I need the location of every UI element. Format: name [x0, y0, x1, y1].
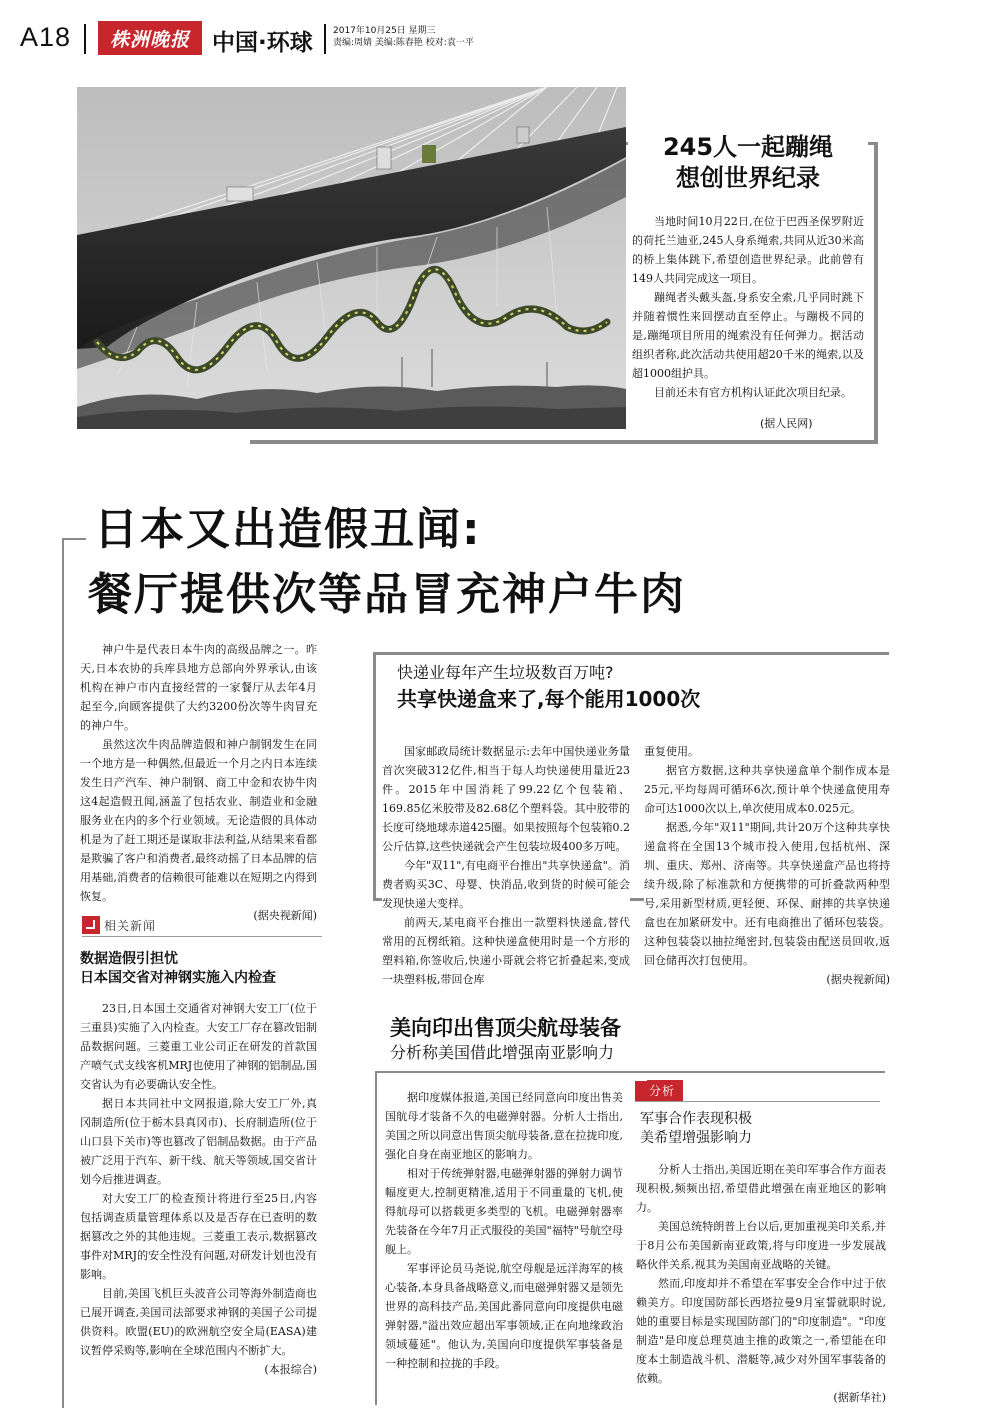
- related-article: [80, 999, 317, 1379]
- analysis-source: (据新华社): [833, 1391, 886, 1404]
- carrier-subtitle: 分析称美国借此增强南亚影响力: [390, 1043, 615, 1062]
- dateline: [333, 25, 533, 49]
- carrier-paragraph-1: 据印度媒体报道,美国已经同意向印度出售美国航母才装备不久的电磁弹射器。分析人士指出,美国之所以同意出售顶尖航母装备,意在拉拢印度,强化自身在南亚地区的影响力。: [385, 1091, 623, 1161]
- express-paragraph-2: 今年"双11",有电商平台推出"共享快递盒"。消费者购买3C、母婴、快消品,收到货的时候可能会发现快递大变样。: [382, 859, 630, 910]
- related-news-tag: [82, 916, 156, 934]
- masthead-divider: [84, 24, 86, 54]
- bridge-bungee-photo: [77, 87, 626, 429]
- bungee-title-line2: 想创世界纪录: [676, 164, 820, 192]
- related-title-line1: 数据造假引担忧: [80, 951, 178, 967]
- express-column-2: [644, 742, 890, 989]
- analysis-article: [636, 1160, 886, 1407]
- analysis-tag: [635, 1080, 683, 1101]
- date-text: 2017年10月25日 星期三: [333, 26, 436, 36]
- analysis-paragraph-2: 美国总统特朗普上台以后,更加重视美印关系,并于8月公布美国新南亚政策,将与印度进一步发展战略伙伴关系,视其为美国南亚战略的关键。: [636, 1220, 886, 1271]
- carrier-title: 美向印出售顶尖航母装备: [390, 1016, 621, 1040]
- masthead-divider-2: [324, 24, 326, 54]
- express-paragraph-5: 据悉,今年"双11"期间,共计20万个这种共享快递盒将在全国13个城市投入使用,包括杭州、深圳、重庆、郑州、济南等。共享快递盒产品也将持续升级,除了标准款和方便携带的可折叠款两种型号,采用新型材质,更轻便、环保、耐摔的共享快递盒也在加紧研发中。还有电商推出了循环包装袋。这种包装袋以抽拉绳密封,包装袋由配送员回收,返回仓储再次打包使用。: [644, 821, 890, 967]
- analysis-label: 分析: [647, 1080, 683, 1101]
- kobe-paragraph-1: 神户牛是代表日本牛肉的高级品牌之一。昨天,日本农协的兵库县地方总部向外界承认,由该机构在神户市内直接经营的一家餐厅从去年4月起至今,向顾客提供了大约3200份次等牛肉冒充的神户牛。: [80, 643, 317, 732]
- carrier-article: [385, 1088, 623, 1373]
- analysis-title-line1: 军事合作表现积极: [640, 1111, 752, 1127]
- bungee-paragraph-3: 目前还未有官方机构认证此次项目纪录。: [654, 386, 852, 399]
- express-source: (据央视新闻): [826, 973, 890, 986]
- analysis-paragraph-3: 然而,印度却并不希望在军事安全合作中过于依赖美方。印度国防部长西塔拉曼9月室誓就职时说,她的重要目标是实现国防部门的"印度制造"。"印度制造"是印度总理莫迪主推的政策之一,希望能在印度本土制造战斗机、潜艇等,减少对外国军事装备的依赖。: [636, 1277, 886, 1385]
- related-paragraph-3: 对大安工厂的检查预计将进行至25日,内容包括调查质量管理体系以及是否存在已查明的数据篡改之外的其他违规。三菱重工表示,数据篡改事件对MRJ的安全性没有问题,对研发计划也没有影响。: [80, 1192, 317, 1281]
- page-number: A18: [20, 22, 72, 52]
- express-subtitle: 快递业每年产生垃圾数百万吨?: [393, 660, 618, 683]
- analysis-paragraph-1: 分析人士指出,美国近期在美印军事合作方面表现积极,频频出招,希望借此增强在南亚地区的影响力。: [636, 1163, 886, 1214]
- main-headline-line1: 日本又出造假丑闻:: [94, 504, 482, 555]
- bungee-paragraph-1: 当地时间10月22日,在位于巴西圣保罗附近的荷托兰迪亚,245人身系绳索,共同从近30米高的桥上集体跳下,希望创造世界纪录。此前曾有149人共同完成这一项目。: [632, 215, 864, 285]
- express-frame-left: [373, 652, 376, 901]
- express-continuation: 重复使用。: [644, 745, 699, 758]
- express-paragraph-1: 国家邮政局统计数据显示:去年中国快递业务量首次突破312亿件,相当于每人均快递使用量近23件。2015年中国消耗了99.22亿个包装箱、169.85亿米胶带及82.68亿个塑料袋。其中胶带的长度可绕地球赤道425圈。如果按照每个包装箱0.2公斤估算,这些快递就会产生包装垃圾400多万吨。: [382, 745, 630, 853]
- photo-illustration: [77, 87, 626, 429]
- express-paragraph-3: 前两天,某电商平台推出一款塑料快递盒,替代常用的瓦楞纸箱。这种快递盒使用时是一个方形的塑料箱,你签收后,快递小哥就会将它折叠起来,变成一块塑料板,带回仓库: [382, 916, 630, 986]
- bungee-source: (据人民网): [760, 417, 813, 430]
- bungee-paragraph-2: 蹦绳者头戴头盔,身系安全索,几乎同时跳下并随着惯性来回摆动直至停止。与蹦极不同的是,蹦绳项目所用的绳索没有任何弹力。据活动组织者称,此次活动共使用超20千米的绳索,以及超1000组护具。: [632, 291, 864, 380]
- headline-frame-left: [62, 538, 64, 1408]
- express-paragraph-4: 据官方数据,这种共享快递盒单个制作成本是25元,平均每周可循环6次,预计单个快递盒使用寿命可达1000次以上,单次使用成本0.025元。: [644, 764, 890, 815]
- bungee-title-line1: 245人一起蹦绳: [662, 133, 834, 161]
- kobe-paragraph-2: 虽然这次牛肉品牌造假和神户制钢发生在同一个地方是一种偶然,但最近一个月之内日本连续发生日产汽车、神户制钢、商工中金和农协牛肉这4起造假丑闻,涵盖了包括农业、制造业和金融服务业在内的多个行业领域。无论造假的具体动机是为了赶工期还是谋取非法利益,从结果来看都是欺骗了客户和消费者,最终动摇了日本品牌的信用基础,消费者的信赖很可能难以在短期之内得到恢复。: [80, 738, 317, 903]
- related-title-line2: 日本国交省对神钢实施入内检查: [80, 970, 276, 986]
- express-frame-top: [373, 652, 889, 655]
- tag-marker-icon: [635, 1081, 647, 1101]
- related-source: (本报综合): [264, 1363, 317, 1376]
- related-news-label: 相关新闻: [104, 918, 157, 933]
- carrier-paragraph-3: 军事评论员马尧说,航空母舰是远洋海军的核心装备,本身具备战略意义,而电磁弹射器又是领先世界的高科技产品,美国此番同意向印度提供电磁弹射器,"溢出效应超出军事领域,正在向地缘政治领域蔓延"。他认为,美国向印度提供军事装备是一种控制和拉拢的手段。: [385, 1262, 623, 1370]
- related-paragraph-4: 目前,美国飞机巨头波音公司等海外制造商也已展开调查,美国司法部要求神钢的美国子公司提供资料。欧盟(EU)的欧洲航空安全局(EASA)建议暂停采购等,影响在全球范围内不断扩大。: [80, 1287, 317, 1357]
- carrier-frame-left: [375, 1071, 377, 1405]
- carrier-frame-top: [375, 1071, 885, 1073]
- kobe-article: [80, 640, 317, 925]
- express-title: 共享快递盒来了,每个能用1000次: [393, 683, 704, 712]
- main-headline-line2: 餐厅提供次等品冒充神户牛肉: [88, 569, 686, 620]
- bungee-title: [628, 130, 868, 196]
- carrier-paragraph-2: 相对于传统弹射器,电磁弹射器的弹射力调节幅度更大,控制更精准,适用于不同重量的飞机,使得航母可以搭载更多类型的飞机。电磁弹射器率先装备在今年7月正式服役的美国"福特"号航空母舰上。: [385, 1167, 623, 1256]
- arrow-icon: [82, 916, 100, 934]
- analysis-divider: [635, 1101, 880, 1102]
- related-paragraph-1: 23日,日本国土交通省对神钢大安工厂(位于三重县)实施了入内检查。大安工厂存在篡改铝制品数据问题。三菱重工业公司正在研发的首款国产喷气式支线客机MRJ也使用了神钢的铝制品,国交省认为有必要确认安全性。: [80, 1002, 317, 1091]
- newspaper-logo: 株洲晚报: [98, 21, 202, 55]
- headline-frame-top: [62, 538, 86, 540]
- analysis-title-line2: 美希望增强影响力: [640, 1130, 752, 1146]
- bungee-body: [632, 212, 864, 402]
- section-title: 中国·环球: [212, 30, 313, 56]
- related-paragraph-2: 据日本共同社中文网报道,除大安工厂外,真冈制造所(位于栃木县真冈市)、长府制造所(位于山口县下关市)等也篡改了铝制品数据。由于产品被广泛用于汽车、新干线、航天等领域,国交省计划今后推进调查。: [80, 1097, 317, 1186]
- kobe-source: (据央视新闻): [253, 909, 317, 922]
- express-column-1: [382, 742, 630, 989]
- editors-text: 责编:周婧 美编:陈春艳 校对:袁一平: [333, 38, 474, 48]
- related-divider: [82, 936, 322, 937]
